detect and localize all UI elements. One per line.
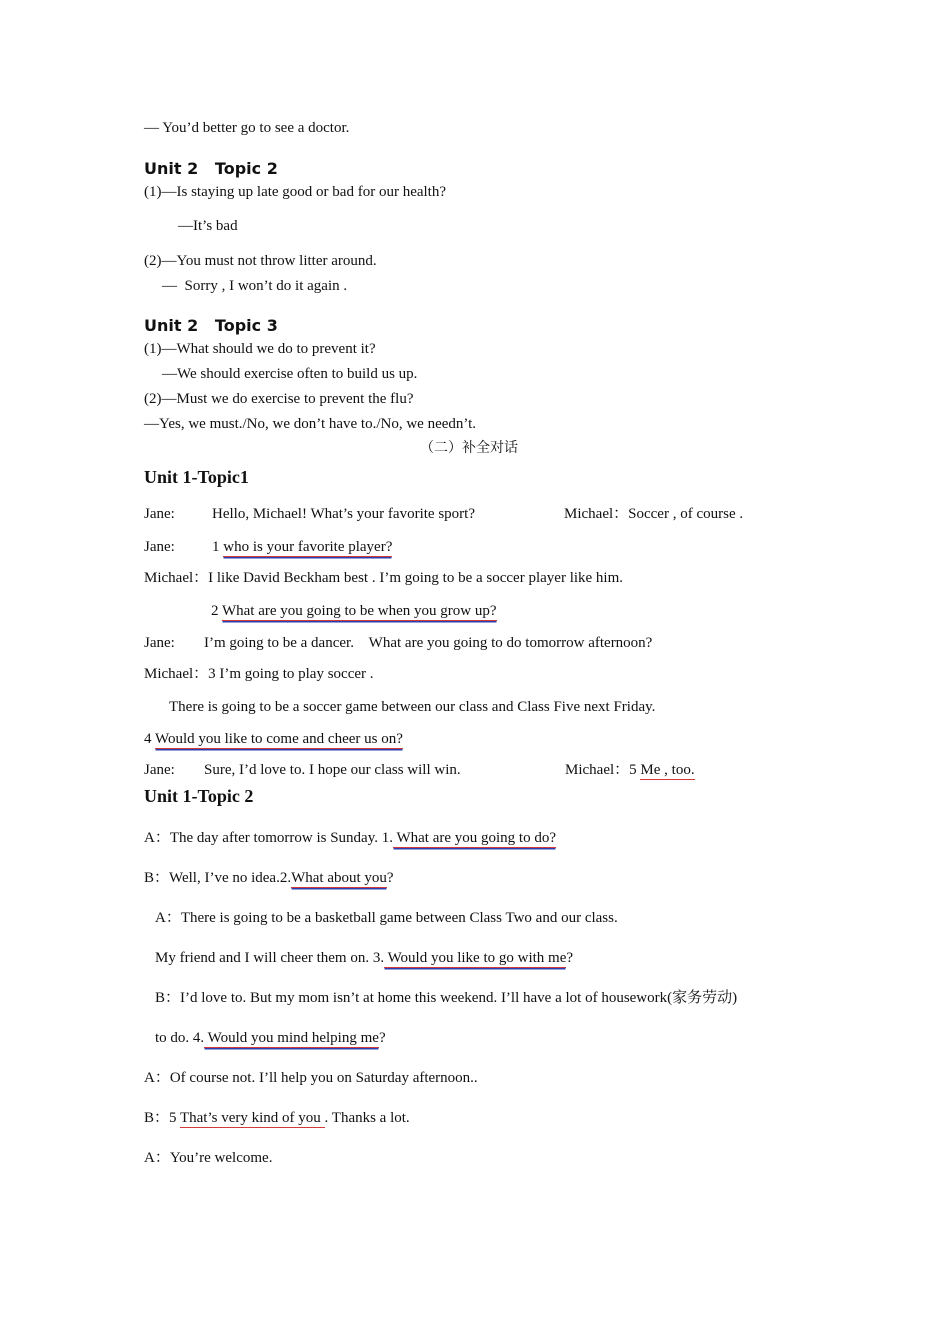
answer-line bbox=[155, 1029, 386, 1047]
dialogue-text: ? bbox=[378, 1030, 386, 1046]
underlined-answer: who is your favorite player? bbox=[223, 539, 393, 555]
dialogue-line: — You’d better go to see a doctor. bbox=[144, 120, 350, 136]
speaker-label: Jane: bbox=[144, 539, 175, 555]
speaker-label: Jane: bbox=[144, 506, 175, 522]
underlined-answer: Me , too. bbox=[640, 762, 695, 778]
answer-line bbox=[144, 730, 403, 748]
answer-line bbox=[144, 829, 556, 847]
dialogue-line: (2)—Must we do exercise to prevent the flu? bbox=[144, 391, 414, 407]
answer-line bbox=[212, 538, 392, 556]
answer-number: Michael：5 bbox=[565, 762, 641, 778]
dialogue-text: ? bbox=[566, 950, 574, 966]
answer-line bbox=[144, 1109, 410, 1127]
dialogue-text: to do. 4. bbox=[155, 1030, 205, 1046]
dialogue-line: Michael：3 I’m going to play soccer . bbox=[144, 666, 374, 682]
section-heading: Unit 2 Topic 3 bbox=[144, 316, 278, 335]
underlined-answer: What are you going to be when you grow up? bbox=[221, 603, 497, 619]
dialogue-line: Michael：Soccer , of course . bbox=[564, 506, 744, 522]
dialogue-text: A：The day after tomorrow is Sunday. 1. bbox=[144, 830, 393, 846]
answer-number: 4 bbox=[144, 731, 155, 747]
answer-number: 1 bbox=[212, 539, 224, 555]
answer-line bbox=[211, 602, 497, 620]
dialogue-line: —Yes, we must./No, we don’t have to./No, we needn’t. bbox=[144, 416, 477, 432]
answer-line bbox=[565, 761, 695, 779]
section-heading: Unit 2 Topic 2 bbox=[144, 159, 278, 178]
answer-line bbox=[144, 869, 394, 887]
dialogue-text: B：5 bbox=[144, 1110, 180, 1126]
dialogue-text: ? bbox=[386, 870, 394, 886]
speaker-label: Jane: bbox=[144, 635, 175, 651]
section-heading: Unit 1-Topic1 bbox=[144, 467, 249, 487]
underlined-answer: Would you mind helping me bbox=[204, 1030, 379, 1046]
answer-line bbox=[155, 949, 573, 967]
dialogue-line: (1)—Is staying up late good or bad for our health? bbox=[144, 184, 446, 200]
underlined-answer: Would you like to come and cheer us on? bbox=[154, 731, 403, 747]
dialogue-line: B：I’d love to. But my mom isn’t at home this weekend. I’ll have a lot of housework(家务劳动) bbox=[155, 990, 738, 1006]
dialogue-line: There is going to be a soccer game between our class and Class Five next Friday. bbox=[169, 699, 656, 715]
dialogue-text: . Thanks a lot. bbox=[324, 1110, 410, 1126]
dialogue-line: —It’s bad bbox=[178, 218, 238, 234]
section-title: （二）补全对话 bbox=[420, 440, 518, 456]
dialogue-text: My friend and I will cheer them on. 3. bbox=[155, 950, 385, 966]
dialogue-line: Michael：I like David Beckham best . I’m going to be a soccer player like him. bbox=[144, 570, 624, 586]
underlined-answer: Would you like to go with me bbox=[384, 950, 567, 966]
underlined-answer: What about you bbox=[291, 870, 387, 886]
dialogue-line: —We should exercise often to build us up. bbox=[162, 366, 418, 382]
dialogue-line: (1)—What should we do to prevent it? bbox=[144, 341, 376, 357]
dialogue-line: — Sorry , I won’t do it again . bbox=[162, 278, 348, 294]
answer-number: 2 bbox=[211, 603, 222, 619]
dialogue-line: I’m going to be a dancer. What are you going to do tomorrow afternoon? bbox=[204, 635, 653, 651]
dialogue-line: A：Of course not. I’ll help you on Saturday afternoon.. bbox=[144, 1070, 478, 1086]
dialogue-line: A：There is going to be a basketball game between Class Two and our class. bbox=[155, 910, 618, 926]
dialogue-text: B：Well, I’ve no idea.2. bbox=[144, 870, 292, 886]
underlined-answer: What are you going to do? bbox=[392, 830, 556, 846]
dialogue-line: A：You’re welcome. bbox=[144, 1150, 273, 1166]
underlined-answer: That’s very kind of you bbox=[179, 1110, 325, 1126]
section-heading: Unit 1-Topic 2 bbox=[144, 786, 254, 806]
dialogue-line: Hello, Michael! What’s your favorite sport? bbox=[212, 506, 475, 522]
speaker-label: Jane: bbox=[144, 762, 175, 778]
dialogue-line: (2)—You must not throw litter around. bbox=[144, 253, 377, 269]
dialogue-line: Sure, I’d love to. I hope our class will win. bbox=[204, 762, 461, 778]
